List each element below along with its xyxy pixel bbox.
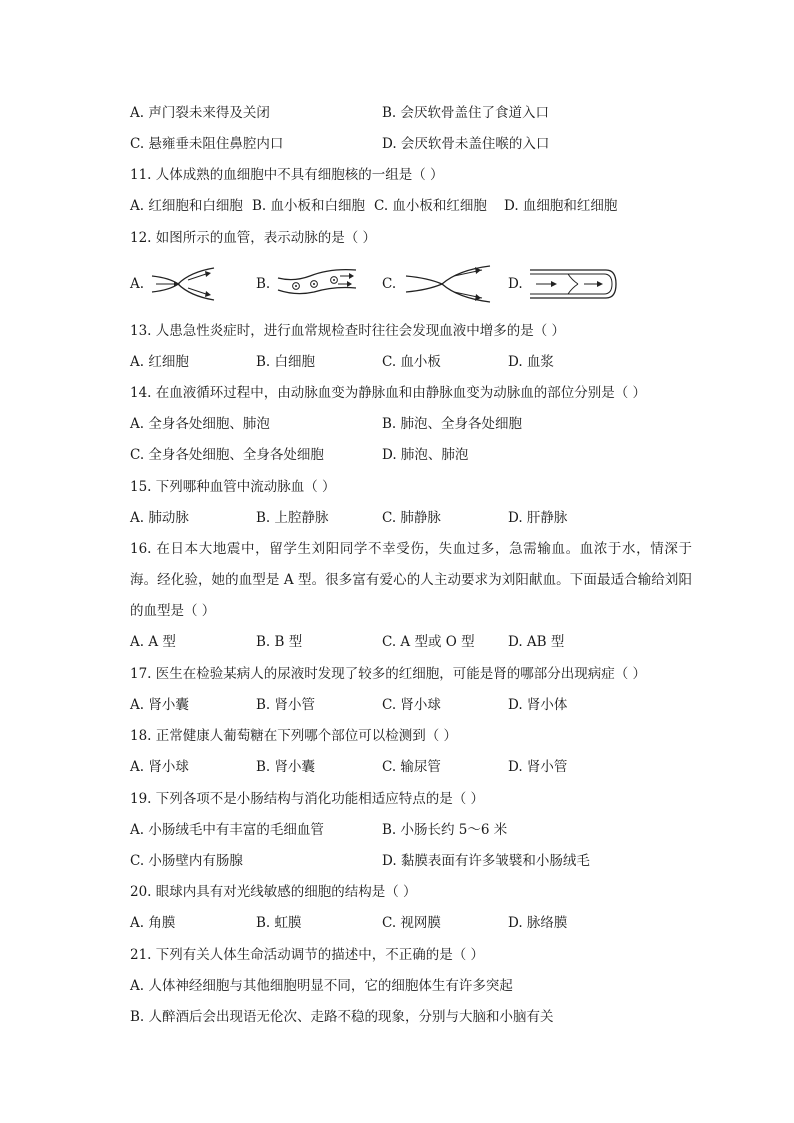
q11-option-d: D. 血细胞和红细胞 bbox=[504, 198, 618, 214]
q13-option-d: D. 血浆 bbox=[508, 354, 554, 370]
q20-options-row bbox=[130, 913, 690, 933]
vessel-converging-icon bbox=[402, 264, 494, 304]
q13-option-c: C. 血小板 bbox=[382, 354, 441, 370]
q14-options-row-1 bbox=[130, 414, 690, 434]
q19-option-d: D. 黏膜表面有许多皱襞和小肠绒毛 bbox=[382, 853, 590, 869]
q17-options-row bbox=[130, 695, 690, 715]
q20-option-d: D. 脉络膜 bbox=[508, 915, 568, 931]
q11-option-a: A. 红细胞和白细胞 bbox=[130, 198, 243, 214]
q16-stem: 16. 在日本大地震中，留学生刘阳同学不幸受伤，失血过多，急需输血。血浓于水，情深于海。经化验，她的血型是 A 型。很多富有爱心的人主动要求为刘阳献血。下面最适合输给刘阳的血型是（ ） bbox=[130, 541, 692, 619]
q19-options-row-1 bbox=[130, 820, 690, 840]
q12-label-b: B. bbox=[256, 276, 271, 292]
q10-option-c: C. 悬雍垂未阻住鼻腔内口 bbox=[130, 136, 284, 152]
q12-stem: 12. 如图所示的血管，表示动脉的是（ ） bbox=[130, 230, 377, 246]
q10-option-d: D. 会厌软骨未盖住喉的入口 bbox=[382, 136, 550, 152]
q17-option-c: C. 肾小球 bbox=[382, 697, 441, 713]
q12-label-d: D. bbox=[508, 276, 523, 292]
vessel-branching-outward-icon bbox=[148, 264, 220, 304]
q10-option-b: B. 会厌软骨盖住了食道入口 bbox=[382, 105, 550, 121]
q19-option-b: B. 小肠长约 5～6 米 bbox=[382, 822, 508, 838]
q16-option-d: D. AB 型 bbox=[508, 634, 565, 650]
q18-option-b: B. 肾小囊 bbox=[256, 759, 316, 775]
q12-label-a: A. bbox=[130, 276, 145, 292]
q20-option-c: C. 视网膜 bbox=[382, 915, 441, 931]
q14-option-d: D. 肺泡、肺泡 bbox=[382, 447, 469, 463]
q11-option-b: B. 血小板和白细胞 bbox=[252, 198, 366, 214]
q16-options-row bbox=[130, 632, 690, 652]
q20-option-a: A. 角膜 bbox=[130, 915, 176, 931]
q21-option-b: B. 人醉酒后会出现语无伦次、走路不稳的现象，分别与大脑和小脑有关 bbox=[130, 1009, 554, 1025]
q14-option-c: C. 全身各处细胞、全身各处细胞 bbox=[130, 447, 324, 463]
q17-option-b: B. 肾小管 bbox=[256, 697, 316, 713]
q10-options-row-1 bbox=[130, 103, 690, 123]
q15-option-b: B. 上腔静脉 bbox=[256, 510, 329, 526]
vessel-with-cells-icon bbox=[274, 264, 360, 304]
q17-option-d: D. 肾小体 bbox=[508, 697, 568, 713]
q13-option-b: B. 白细胞 bbox=[256, 354, 316, 370]
q20-option-b: B. 虹膜 bbox=[256, 915, 302, 931]
q15-option-a: A. 肺动脉 bbox=[130, 510, 189, 526]
q11-stem: 11. 人体成熟的血细胞中不具有细胞核的一组是（ ） bbox=[130, 167, 444, 183]
q18-option-c: C. 输尿管 bbox=[382, 759, 441, 775]
q19-stem: 19. 下列各项不是小肠结构与消化功能相适应特点的是（ ） bbox=[130, 791, 485, 807]
q12-vessel-figures bbox=[130, 264, 630, 304]
q18-option-d: D. 肾小管 bbox=[508, 759, 568, 775]
q21-option-a: A. 人体神经细胞与其他细胞明显不同，它的细胞体生有许多突起 bbox=[130, 978, 513, 994]
q11-option-c: C. 血小板和红细胞 bbox=[374, 198, 487, 214]
q15-option-d: D. 肝静脉 bbox=[508, 510, 568, 526]
q19-options-row-2 bbox=[130, 851, 690, 871]
q16-option-c: C. A 型或 O 型 bbox=[382, 634, 475, 650]
q11-options-row bbox=[130, 196, 690, 216]
q14-option-a: A. 全身各处细胞、肺泡 bbox=[130, 416, 270, 432]
q15-options-row bbox=[130, 508, 690, 528]
q16-option-b: B. B 型 bbox=[256, 634, 303, 650]
q14-option-b: B. 肺泡、全身各处细胞 bbox=[382, 416, 523, 432]
q18-option-a: A. 肾小球 bbox=[130, 759, 189, 775]
q13-stem: 13. 人患急性炎症时，进行血常规检查时往往会发现血液中增多的是（ ） bbox=[130, 323, 566, 339]
q15-option-c: C. 肺静脉 bbox=[382, 510, 441, 526]
q17-stem: 17. 医生在检验某病人的尿液时发现了较多的红细胞，可能是肾的哪部分出现病症（ ） bbox=[130, 666, 647, 682]
q19-option-c: C. 小肠壁内有肠腺 bbox=[130, 853, 243, 869]
q13-option-a: A. 红细胞 bbox=[130, 354, 189, 370]
q17-option-a: A. 肾小囊 bbox=[130, 697, 189, 713]
q21-stem: 21. 下列有关人体生命活动调节的描述中，不正确的是（ ） bbox=[130, 947, 485, 963]
q20-stem: 20. 眼球内具有对光线敏感的细胞的结构是（ ） bbox=[130, 884, 417, 900]
q19-option-a: A. 小肠绒毛中有丰富的毛细血管 bbox=[130, 822, 324, 838]
q10-option-a: A. 声门裂未来得及关闭 bbox=[130, 105, 270, 121]
q18-stem: 18. 正常健康人葡萄糖在下列哪个部位可以检测到（ ） bbox=[130, 728, 458, 744]
q10-options-row-2 bbox=[130, 134, 690, 154]
q12-label-c: C. bbox=[382, 276, 397, 292]
vessel-with-valve-icon bbox=[526, 264, 620, 304]
q18-options-row bbox=[130, 757, 690, 777]
q14-stem: 14. 在血液循环过程中，由动脉血变为静脉血和由静脉血变为动脉血的部位分别是（ ） bbox=[130, 385, 647, 401]
q14-options-row-2 bbox=[130, 445, 690, 465]
q16-option-a: A. A 型 bbox=[130, 634, 176, 650]
q15-stem: 15. 下列哪种血管中流动脉血（ ） bbox=[130, 479, 336, 495]
q13-options-row bbox=[130, 352, 690, 372]
